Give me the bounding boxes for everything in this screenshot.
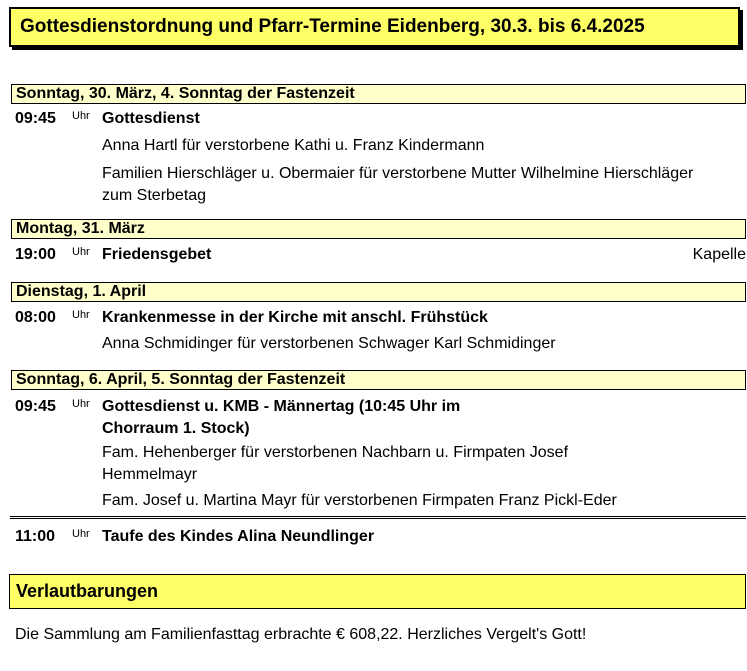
- page-title: Gottesdienstordnung und Pfarr-Termine Eidenberg, 30.3. bis 6.4.2025: [9, 7, 740, 47]
- announcements-heading: Verlautbarungen: [9, 574, 746, 609]
- mass-intention: Fam. Josef u. Martina Mayr für verstorbenen Firmpaten Franz Pickl-Eder: [102, 492, 617, 509]
- time-unit: Uhr: [72, 528, 90, 540]
- event-title: Gottesdienst u. KMB - Männertag (10:45 Uhr im Chorraum 1. Stock): [102, 398, 461, 437]
- event-title: Taufe des Kindes Alina Neundlinger: [102, 528, 375, 545]
- event-title: Gottesdienst: [102, 110, 200, 127]
- time-unit: Uhr: [72, 398, 90, 410]
- event-title: Friedensgebet: [102, 246, 212, 263]
- event-time: 09:45: [15, 110, 56, 127]
- mass-intention: Fam. Hehenberger für verstorbenen Nachbarn u. Firmpaten Josef Hemmelmayr: [102, 444, 569, 483]
- mass-intention: Familien Hierschläger u. Obermaier für verstorbene Mutter Wilhelmine Hierschläger zum Sterbetag: [102, 165, 694, 204]
- time-unit: Uhr: [72, 309, 90, 321]
- day-header-sunday-30-march: Sonntag, 30. März, 4. Sonntag der Fastenzeit: [11, 84, 746, 104]
- event-time: 11:00: [15, 528, 56, 545]
- event-title: Krankenmesse in der Kirche mit anschl. Frühstück: [102, 309, 488, 326]
- event-time: 08:00: [15, 309, 56, 326]
- separator-line: [10, 516, 746, 519]
- time-unit: Uhr: [72, 110, 90, 122]
- event-time: 09:45: [15, 398, 56, 415]
- day-header-tuesday-1-april: Dienstag, 1. April: [11, 282, 746, 302]
- event-location: Kapelle: [692, 246, 746, 263]
- day-header-monday-31-march: Montag, 31. März: [11, 219, 746, 239]
- event-time: 19:00: [15, 246, 56, 263]
- day-header-sunday-6-april: Sonntag, 6. April, 5. Sonntag der Fastenzeit: [11, 370, 746, 390]
- mass-intention: Anna Hartl für verstorbene Kathi u. Franz Kindermann: [102, 137, 485, 154]
- time-unit: Uhr: [72, 246, 90, 258]
- mass-intention: Anna Schmidinger für verstorbenen Schwager Karl Schmidinger: [102, 335, 556, 352]
- announcement-text: Die Sammlung am Familienfasttag erbrachte € 608,22. Herzliches Vergelt's Gott!: [15, 626, 587, 643]
